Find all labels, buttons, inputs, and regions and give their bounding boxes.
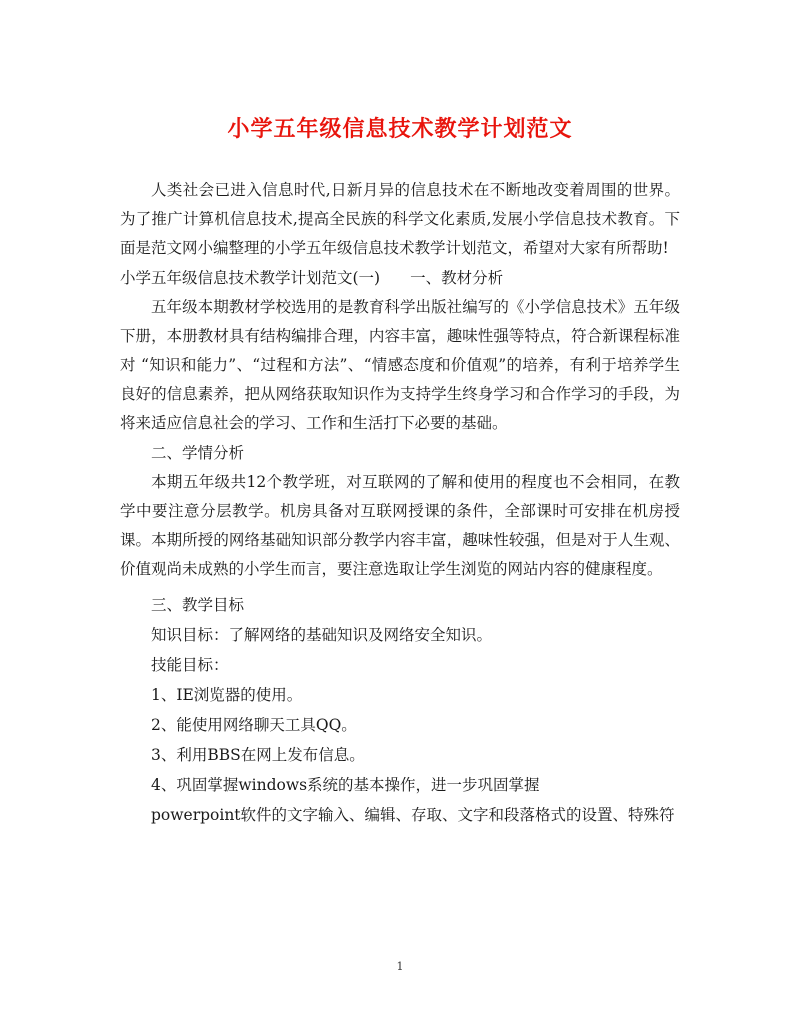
continuation-line: powerpoint软件的文字输入、编辑、存取、文字和段落格式的设置、特殊符 xyxy=(151,806,675,824)
page-number: 1 xyxy=(396,960,404,973)
section3-title: 三、教学目标 xyxy=(151,596,245,614)
section-heading: 小学五年级信息技术教学计划范文(一) xyxy=(120,269,381,287)
section1-title: 一、教材分析 xyxy=(410,269,504,287)
section1-paragraph: 五年级本期教材学校选用的是教育科学出版社编写的《小学信息技术》五年级下册，本册教材具有结构编排合理，内容丰富，趣味性强等特点，符合新课程标准对 “知识和能力”、“过程和方法”、“情感态度和价值观”的培养，有利于培养学生良好的信息素养，把从网络获取知识作为支持学生终身学习和合作学习的手段，为将来适应信息社会的学习、工作和生活打下必要的基础。 xyxy=(120,298,680,432)
section-heading-row xyxy=(120,263,680,293)
list-item: 2、能使用网络聊天工具QQ。 xyxy=(151,716,357,734)
document-body xyxy=(120,176,680,830)
document-title: 小学五年级信息技术教学计划范文 xyxy=(227,116,573,142)
section2-paragraph: 本期五年级共12个教学班，对互联网的了解和使用的程度也不会相同，在教学中要注意分层教学。机房具备对互联网授课的条件，全部课时可安排在机房授课。本期所授的网络基础知识部分教学内容丰富，趣味性较强，但是对于人生观、价值观尚未成熟的小学生而言，要注意选取让学生浏览的网站内容的健康程度。 xyxy=(120,473,680,578)
section2-title: 二、学情分析 xyxy=(151,444,245,462)
knowledge-goal: 知识目标：了解网络的基础知识及网络安全知识。 xyxy=(151,626,493,644)
list-item: 3、利用BBS在网上发布信息。 xyxy=(151,746,365,764)
list-item: 1、IE浏览器的使用。 xyxy=(151,686,303,704)
skill-goal: 技能目标： xyxy=(151,656,229,674)
list-item: 4、巩固掌握windows系统的基本操作，进一步巩固掌握 xyxy=(151,776,540,794)
intro-paragraph: 人类社会已进入信息时代,日新月异的信息技术在不断地改变着周围的世界。为了推广计算机信息技术,提高全民族的科学文化素质,发展小学信息技术教育。下面是范文网小编整理的小学五年级信息技术教学计划范文，希望对大家有所帮助! xyxy=(120,181,680,257)
